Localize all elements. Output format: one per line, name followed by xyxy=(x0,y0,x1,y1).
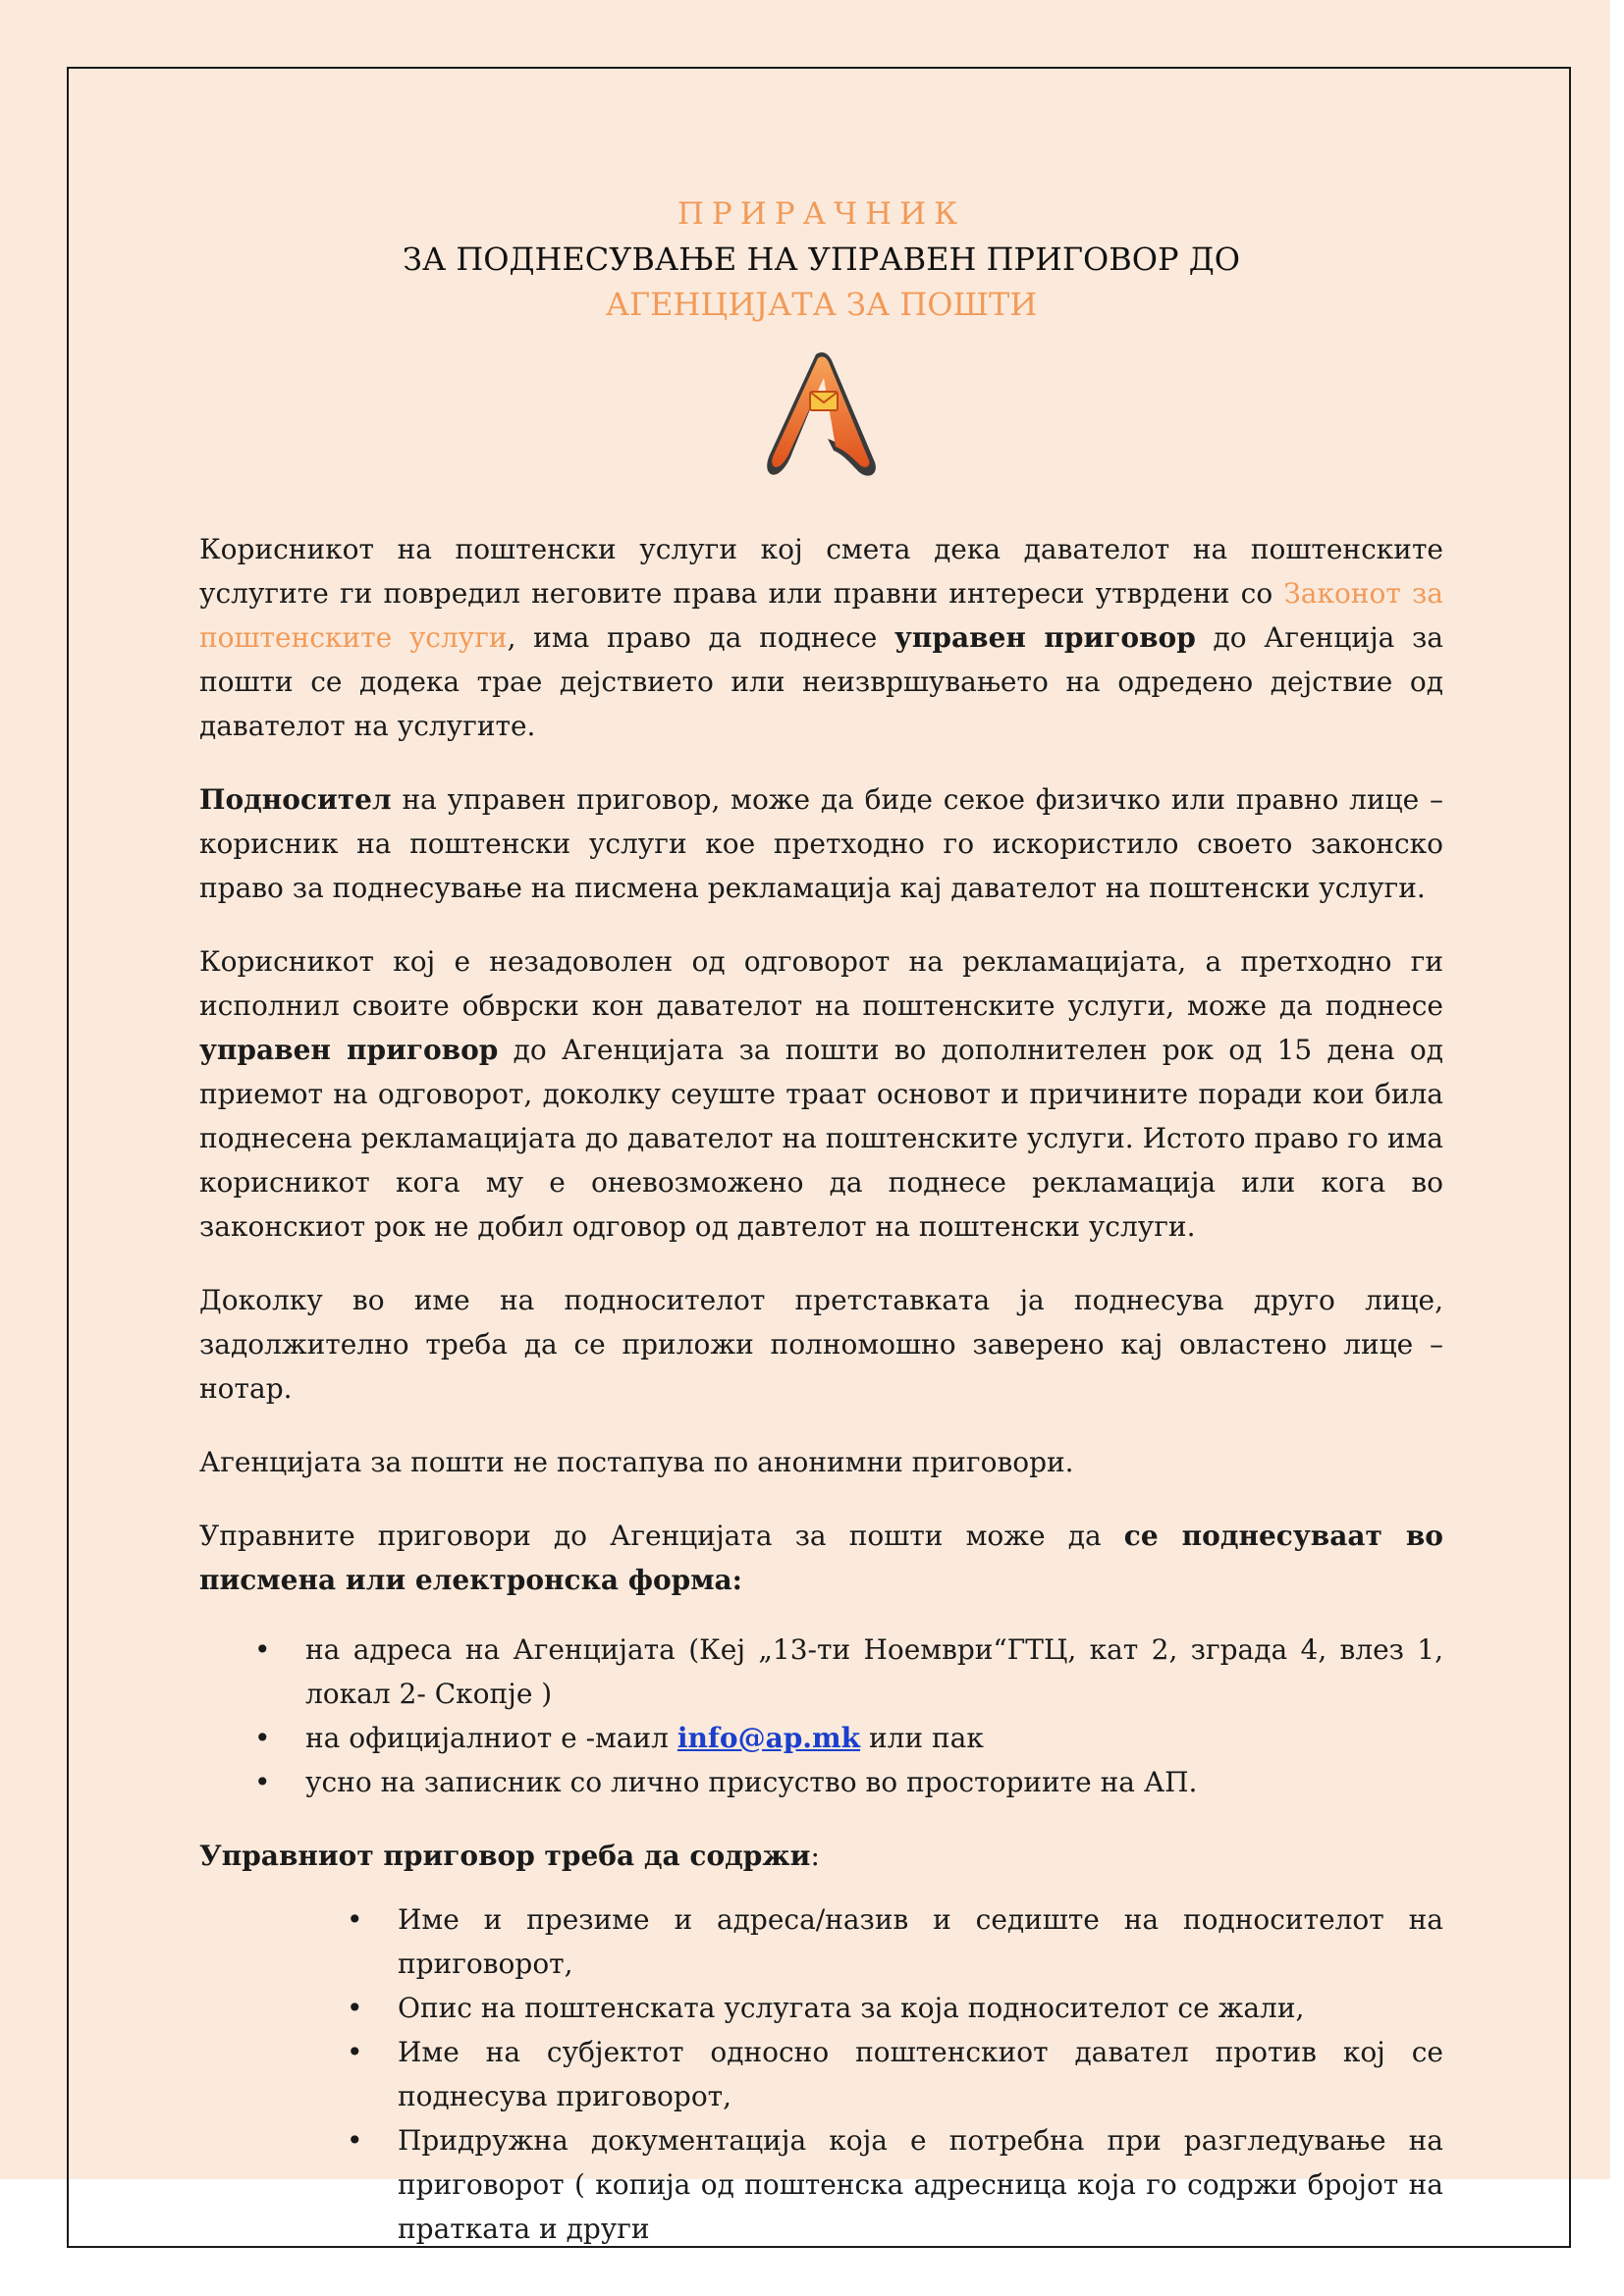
list-item xyxy=(254,1716,1443,1760)
applicant-text: на управен приговор, може да биде секое физичко или правно лице – корисник на поштенски услуги кое претходно го искористило своето законско право за поднесување на писмена рекламација кај давателот на поштенски услуги. xyxy=(199,783,1443,904)
anonymous-paragraph: Агенцијата за пошти не постапува по анонимни приговори. xyxy=(199,1446,1074,1478)
email-link[interactable]: info@ap.mk xyxy=(677,1722,861,1754)
applicant-bold-term: Подносител xyxy=(199,783,392,816)
deadline-bold-term: управен приговор xyxy=(199,1034,499,1066)
list-item xyxy=(347,2118,1443,2251)
list-item-text: усно на записник со лично присуство во просториите на АП. xyxy=(305,1766,1198,1798)
agency-logo xyxy=(199,348,1443,490)
list-item-text: или пак xyxy=(860,1722,984,1754)
title-line-3: АГЕНЦИЈАТА ЗА ПОШТИ xyxy=(605,286,1038,323)
submission-methods-list xyxy=(199,1628,1443,1804)
list-item xyxy=(347,1897,1443,1986)
deadline-paragraph xyxy=(199,939,1443,1249)
intro-text-1: Корисникот на поштенски услуги кој смета дека давателот на поштенските услугите ги повредил неговите права или правни интереси утврдени со xyxy=(199,533,1443,610)
submission-form-text: Управните приговори до Агенцијата за пошти може да xyxy=(199,1520,1124,1552)
document-title xyxy=(199,191,1443,327)
intro-paragraph xyxy=(199,527,1443,748)
deadline-text-1: Корисникот кој е незадоволен од одговорот на рекламацијата, а претходно ги исполнил своите обврски кон давателот на поштенските услуги, може да поднесе xyxy=(199,945,1443,1022)
list-item-text: на официјалниот е -маил xyxy=(305,1722,677,1754)
intro-text-3: до Агенција за пошти се додека трае дејствието или неизвршувањето на одредено дејствие од давателот на услугите. xyxy=(199,621,1443,742)
list-item-text: на адреса на Агенцијата (Кеј „13-ти Ноември“ГТЦ, кат 2, зграда 4, влез 1, локал 2- Скопје ) xyxy=(305,1633,1443,1710)
intro-text-2: , има право да поднесе xyxy=(507,621,894,654)
bullet-icon: • xyxy=(254,1766,271,1798)
list-item-text: Име на субјектот односно поштенскиот давател против кој се поднесува приговорот, xyxy=(398,2036,1443,2112)
agency-logo-icon xyxy=(763,348,881,482)
contents-heading-suffix: : xyxy=(810,1840,820,1872)
bullet-icon: • xyxy=(347,1903,363,1936)
intro-bold-term: управен приговор xyxy=(894,621,1196,654)
title-line-2: ЗА ПОДНЕСУВАЊЕ НА УПРАВЕН ПРИГОВОР ДО xyxy=(403,240,1240,278)
submission-form-bold: се поднесуваат во писмена или електронска форма: xyxy=(199,1520,1443,1596)
bullet-icon: • xyxy=(347,2124,363,2157)
contents-heading xyxy=(199,1834,1443,1878)
postal-law-link[interactable]: Законот за поштенските услуги xyxy=(199,577,1444,654)
bullet-icon: • xyxy=(347,1992,363,2024)
deadline-text-2: до Агенцијата за пошти во дополнителен рок од 15 дена од приемот на одговорот, доколку сеуште траат основот и причините поради кои била поднесена рекламацијата до давателот на поштенските услуги. Истото право го има корисникот кога му е оневозможено да поднесе рекламација или кога во законскиот рок не добил одговор од давтелот на поштенски услуги. xyxy=(199,1034,1443,1243)
list-item xyxy=(254,1760,1443,1804)
title-line-1: ПРИРАЧНИК xyxy=(677,196,966,232)
list-item-text: Име и презиме и адреса/назив и седиште на подносителот на приговорот, xyxy=(398,1903,1443,1980)
submission-form-paragraph xyxy=(199,1514,1443,1602)
list-item-text: Опис на поштенската услугата за која подносителот се жали, xyxy=(398,1992,1305,2024)
contents-heading-bold: Управниот приговор треба да содржи xyxy=(199,1840,811,1872)
bullet-icon: • xyxy=(254,1633,271,1666)
applicant-paragraph xyxy=(199,777,1443,910)
proxy-paragraph: Доколку во име на подносителот претставката ја поднесува друго лице, задолжително треба да се приложи полномошно заверено кај овластено лице – нотар. xyxy=(199,1284,1443,1405)
required-contents-list xyxy=(199,1897,1443,2251)
list-item xyxy=(347,1986,1443,2030)
list-item-text: Придружна документација која е потребна при разгледување на приговорот ( копија од поштенска адресница која го содржи бројот на пратката и други xyxy=(398,2124,1443,2245)
list-item xyxy=(254,1628,1443,1716)
list-item xyxy=(347,2030,1443,2118)
bullet-icon: • xyxy=(347,2036,363,2068)
bullet-icon: • xyxy=(254,1722,271,1754)
document-body xyxy=(199,191,1443,2251)
